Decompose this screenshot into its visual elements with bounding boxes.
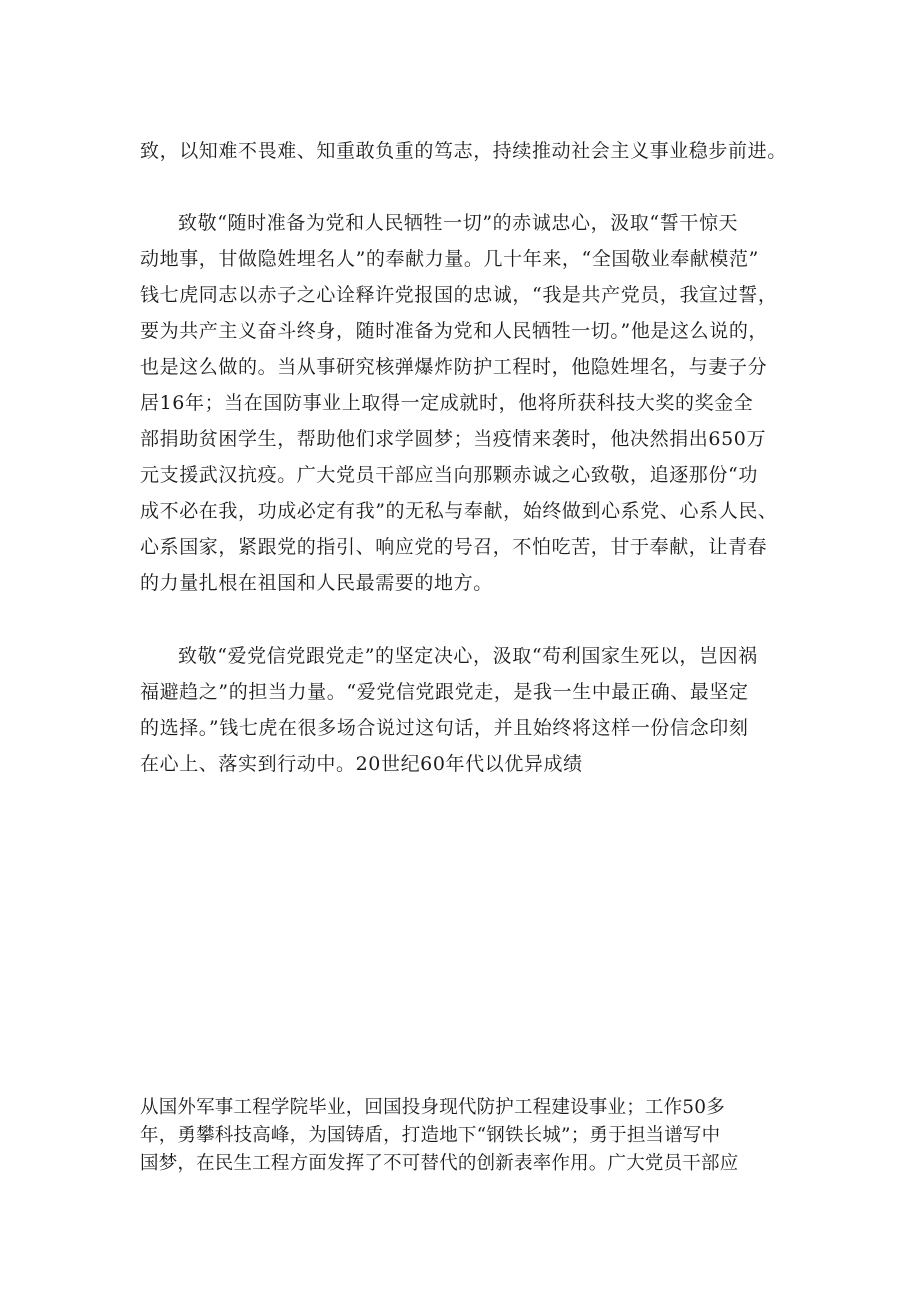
paragraph-3-line: 在心上、落实到行动中。20世纪60年代以优异成绩 [140, 753, 583, 775]
paragraph-3-line: 的选择。”钱七虎在很多场合说过这句话，并且始终将这样一份信念印刻 [140, 717, 749, 739]
paragraph-2-line: 也是这么做的。当从事研究核弹爆炸防护工程时，他隐姓埋名，与妻子分 [140, 356, 768, 378]
paragraph-4-line: 国梦，在民生工程方面发挥了不可替代的创新表率作用。广大党员干部应 [140, 1153, 739, 1174]
paragraph-3-line: 福避趋之”的担当力量。“爱党信党跟党走，是我一生中最正确、最坚定 [140, 681, 749, 703]
paragraph-2-line: 心系国家，紧跟党的指引、响应党的号召，不怕吃苦，甘于奉献，让青春 [140, 536, 768, 558]
paragraph-2-line: 钱七虎同志以赤子之心诠释许党报国的忠诚，“我是共产党员，我宣过誓， [140, 284, 778, 306]
paragraph-2-line: 部捐助贫困学生，帮助他们求学圆梦；当疫情来袭时，他决然捐出650万 [140, 428, 767, 450]
paragraph-1-line: 致，以知难不畏难、知重敢负重的笃志，持续推动社会主义事业稳步前进。 [140, 140, 787, 162]
paragraph-2-line: 居16年；当在国防事业上取得一定成就时，他将所获科技大奖的奖金全 [140, 392, 754, 414]
paragraph-2-line: 成不必在我，功成必定有我”的无私与奉献，始终做到心系党、心系人民、 [140, 500, 778, 522]
paragraph-4-line: 从国外军事工程学院毕业，回国投身现代防护工程建设事业；工作50多 [140, 1097, 725, 1118]
paragraph-3-line: 致敬“爱党信党跟党走”的坚定决心，汲取“苟利国家生死以，岂因祸 [178, 645, 758, 667]
paragraph-2-line: 动地事，甘做隐姓埋名人”的奉献力量。几十年来，“全国敬业奉献模范” [140, 248, 759, 270]
paragraph-4-line: 年，勇攀科技高峰，为国铸盾，打造地下“钢铁长城”；勇于担当谱写中 [140, 1125, 721, 1146]
paragraph-2-line: 元支援武汉抗疫。广大党员干部应当向那颗赤诚之心致敬，追逐那份“功 [140, 464, 758, 486]
paragraph-2-line: 致敬“随时准备为党和人民牺牲一切”的赤诚忠心，汲取“誓干惊天 [178, 212, 739, 234]
paragraph-2-line: 的力量扎根在祖国和人民最需要的地方。 [140, 572, 493, 594]
paragraph-2-line: 要为共产主义奋斗终身，随时准备为党和人民牺牲一切。”他是这么说的， [140, 320, 769, 342]
